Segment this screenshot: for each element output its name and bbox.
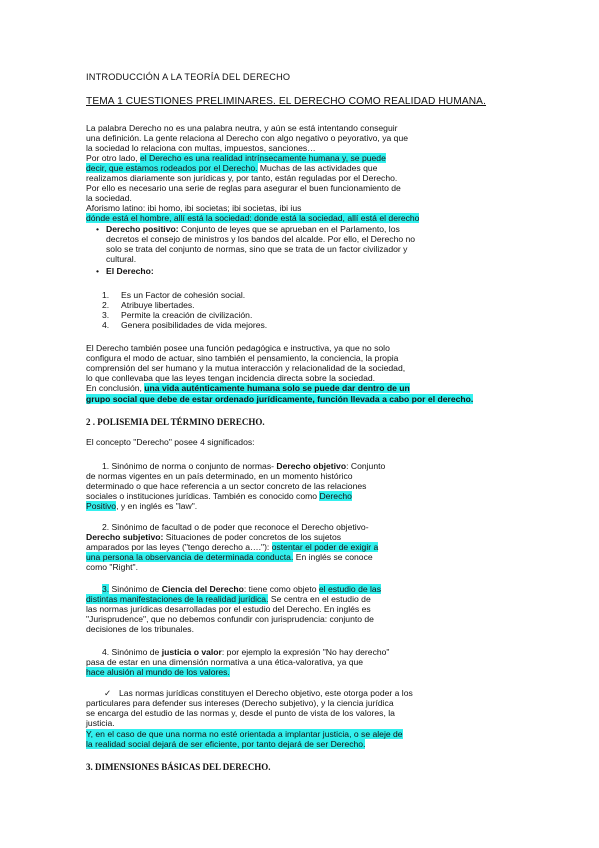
check-line: [86, 739, 365, 749]
meaning-term: justicia o valor: [161, 647, 222, 657]
p1-line: Aforismo latino: ibi homo, ibi societas; ibi societas, ibi ius: [86, 203, 302, 213]
p1-line: [86, 163, 377, 173]
meaning-line: decisiones de los tribunales.: [86, 624, 194, 634]
meaning-highlight: el estudio de las: [318, 584, 382, 594]
meaning-highlight: hace alusión al mundo de los valores.: [86, 667, 230, 677]
list-item: Es un Factor de cohesión social.: [121, 290, 246, 300]
list-item: Genera posibilidades de vida mejores.: [121, 320, 268, 330]
p1-line: [86, 213, 419, 223]
check-highlight: la realidad social dejará de ser eficiente, por tanto dejará de ser Derecho.: [86, 739, 366, 749]
meaning-text: : por ejemplo la expresión "No hay derecho": [221, 647, 390, 657]
checkmark-icon: ✓: [104, 688, 112, 698]
p2-line: lo que conllevaba que las leyes tengan incidencia directa sobre la sociedad.: [86, 373, 376, 383]
bullet-text: solo se trata del conjunto de normas, sino que se trata de un factor civilizador y: [106, 244, 408, 254]
meaning-line: "Jurisprudence", que no debemos confundir con jurisprudencia: conjunto de: [86, 614, 374, 624]
meaning-highlight: distintas manifestaciones de la realidad jurídica.: [86, 594, 269, 604]
meaning-highlight: Positivo: [86, 501, 117, 511]
bullet-icon: •: [96, 224, 100, 234]
section-intro: El concepto "Derecho" posee 4 significados:: [86, 437, 255, 447]
meaning-line: como "Right".: [86, 562, 138, 572]
meaning-line: [86, 501, 197, 511]
check-highlight: Y, en el caso de que una norma no esté orientada a implantar justicia, o se aleje de: [86, 729, 403, 739]
list-item: Permite la creación de civilización.: [121, 310, 253, 320]
list-number: 3.: [102, 310, 110, 320]
p2-highlight: una vida auténticamente humana solo se puede dar dentro de un: [144, 383, 410, 393]
meaning-text: : Conjunto: [346, 461, 386, 471]
meaning-highlight: una persona la observancia de determinada conducta.: [86, 552, 294, 562]
p2-line: [86, 394, 473, 404]
meaning-term: Derecho objetivo: [276, 461, 347, 471]
p2-line: El Derecho también posee una función pedagógica e instructiva, ya que no solo: [86, 343, 390, 353]
list-number: 4.: [102, 320, 110, 330]
meaning-text: Sinónimo de: [109, 584, 162, 594]
list-item: Atribuye libertades.: [121, 300, 195, 310]
list-number: 2.: [102, 300, 110, 310]
p2-line: [86, 383, 410, 393]
meaning-text: Se centra en el estudio de: [268, 594, 371, 604]
p2-text: En conclusión,: [86, 383, 145, 393]
p2-highlight: grupo social que debe de estar ordenado jurídicamente, función llevada a cabo por el derecho.: [86, 394, 474, 404]
p1-text: Muchas de las actividades que: [257, 163, 378, 173]
p1-highlight: el Derecho es una realidad intrínsecamente humana y, se puede: [139, 153, 386, 163]
meaning-line: [102, 647, 389, 657]
bullet-text: decretos el consejo de ministros y los bandos del alcalde. Por ello, el Derecho no: [106, 234, 416, 244]
check-line: particulares para defender sus intereses (Derecho subjetivo), y la ciencia jurídica: [86, 698, 394, 708]
meaning-text: 4. Sinónimo de: [102, 647, 162, 657]
meaning-line: [86, 532, 341, 542]
p2-line: configura el modo de actuar, sino también el pensamiento, la conciencia, la propia: [86, 353, 399, 363]
meaning-line: [86, 491, 352, 501]
meaning-text: : tiene como objeto: [243, 584, 319, 594]
bullet-label: Derecho positivo:: [106, 224, 179, 234]
check-line: Las normas jurídicas constituyen el Derecho objetivo, este otorga poder a los: [119, 688, 413, 698]
bullet-text: [106, 224, 400, 234]
meaning-line: 2. Sinónimo de facultad o de poder que reconoce el Derecho objetivo-: [102, 522, 369, 532]
bullet-text-part: Conjunto de leyes que se aprueban en el Parlamento, los: [178, 224, 400, 234]
meaning-line: [86, 594, 371, 604]
meaning-line: [86, 667, 230, 677]
p1-highlight: dónde está el hombre, allí está la sociedad: donde está la sociedad, allí está el derecho: [86, 213, 420, 223]
bullet-icon: •: [96, 266, 100, 276]
p1-line: [86, 153, 386, 163]
meaning-line: [102, 461, 385, 471]
check-line: se encarga del estudio de las normas y, desde el punto de vista de los valores, la: [86, 708, 395, 718]
meaning-text: Situaciones de poder concretos de los sujetos: [163, 532, 342, 542]
meaning-number: 3.: [102, 584, 110, 594]
document-title: INTRODUCCIÓN A LA TEORÍA DEL DERECHO: [86, 72, 291, 82]
p1-text: Por otro lado,: [86, 153, 140, 163]
section-heading: 3. DIMENSIONES BÁSICAS DEL DERECHO.: [86, 762, 271, 772]
check-line: justicia.: [86, 718, 115, 728]
section-heading: 2 . POLISEMIA DEL TÉRMINO DERECHO.: [86, 417, 265, 427]
tema-heading: TEMA 1 CUESTIONES PRELIMINARES. EL DERECHO COMO REALIDAD HUMANA.: [86, 96, 487, 107]
meaning-text: En inglés se conoce: [293, 552, 373, 562]
p1-line: una definición. La gente relaciona al Derecho con algo negativo o peyorativo, ya que: [86, 133, 409, 143]
meaning-line: de normas vigentes en un país determinado, en un momento histórico: [86, 471, 353, 481]
p1-line: la sociedad lo relaciona con multas, impuestos, sanciones…: [86, 143, 316, 153]
meaning-line: pasa de estar en una dimensión normativa a una ética-valorativa, ya que: [86, 657, 364, 667]
meaning-line: las normas jurídicas desarrolladas por el estudio del Derecho. En inglés es: [86, 604, 371, 614]
bullet-label: El Derecho:: [106, 266, 154, 276]
bullet-text: cultural.: [106, 254, 137, 264]
p1-highlight: decir, que estamos rodeados por el Derecho.: [86, 163, 258, 173]
meaning-line: [86, 552, 373, 562]
meaning-line: determinado o que hace referencia a un sector concreto de las relaciones: [86, 481, 367, 491]
check-line: [86, 729, 403, 739]
list-number: 1.: [102, 290, 110, 300]
p2-line: comprensión del ser humano y la mutua interacción y relacionalidad de la sociedad,: [86, 363, 406, 373]
p1-line: realizamos diariamente son jurídicas y, por tanto, están reguladas por el Derecho.: [86, 173, 398, 183]
meaning-highlight: ostentar el poder de exigir a: [271, 542, 379, 552]
meaning-term: Ciencia del Derecho: [161, 584, 244, 594]
meaning-line: [102, 584, 381, 594]
p1-line: La palabra Derecho no es una palabra neutra, y aún se está intentando conseguir: [86, 123, 398, 133]
meaning-line: [86, 542, 378, 552]
meaning-highlight: Derecho: [319, 491, 352, 501]
meaning-term: Derecho subjetivo:: [86, 532, 164, 542]
meaning-text: 1. Sinónimo de norma o conjunto de normas-: [102, 461, 277, 471]
meaning-text: , y en inglés es "law".: [116, 501, 198, 511]
p1-line: Por ello es necesario una serie de reglas para asegurar el buen funcionamiento de: [86, 183, 401, 193]
meaning-text: sociales o instituciones jurídicas. También es conocido como: [86, 491, 320, 501]
p1-line: la sociedad.: [86, 193, 132, 203]
meaning-text: amparados por las leyes ("tengo derecho a…."):: [86, 542, 272, 552]
